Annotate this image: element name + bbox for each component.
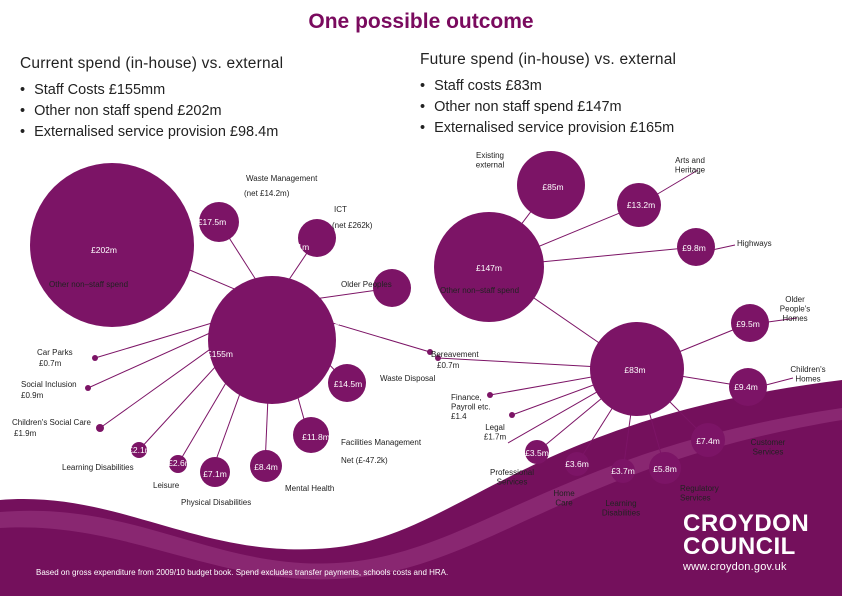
label-older-peoples: Older Peoples <box>341 280 392 289</box>
label-ict: ICT <box>334 205 347 214</box>
label-waste-management: Waste Management <box>246 174 318 183</box>
label-social-inclusion-value: £0.9m <box>21 391 44 400</box>
label-older-peoples-homes: Older People's Homes <box>779 295 811 323</box>
current-bullet-staff: • Staff Costs £155mm <box>20 80 278 101</box>
value-regulatory-services: £5.8m <box>653 464 677 474</box>
label-legal: Legal £1.7m <box>483 423 507 442</box>
value-other-non-staff-right: £147m <box>476 263 502 273</box>
label-car-parks: Car Parks <box>37 348 73 357</box>
value-professional-services: £3.5m <box>525 448 549 458</box>
label-mental-health: Mental Health <box>285 484 335 493</box>
label-professional-services: Professional Services <box>489 468 535 487</box>
value-other-non-staff: £202m <box>91 245 117 255</box>
label-bereavement: Bereavement <box>431 350 479 359</box>
label-waste-disposal: Waste Disposal <box>380 374 436 383</box>
label-leisure: Leisure <box>153 481 180 490</box>
value-highways: £9.8m <box>682 243 706 253</box>
legal-bubble <box>509 412 515 418</box>
value-staff-left: £155m <box>207 349 233 359</box>
value-physical-disabilities: £7.1m <box>203 469 227 479</box>
value-waste: £17.5m <box>197 217 227 227</box>
value-existing-external: £85m <box>542 182 564 192</box>
page-title: One possible outcome <box>308 10 534 33</box>
label-childrens-homes: Children's Homes <box>790 365 826 384</box>
footnote: Based on gross expenditure from 2009/10 budget book. Spend excludes transfer payments, schools costs and HRA. <box>36 568 449 577</box>
value-facilities: £11.8m <box>302 432 330 442</box>
childrens-social-care-bubble <box>96 424 104 432</box>
label-net-ict: (net £262k) <box>332 221 373 230</box>
label-facilities-management: Facilities Management <box>341 438 422 447</box>
value-arts: £13.2m <box>626 200 656 210</box>
value-older-peoples-homes: £9.5m <box>736 319 760 329</box>
value-leisure: £2.6m <box>168 458 192 468</box>
label-other-non-staff: Other non–staff spend <box>49 280 129 289</box>
value-mental-health: £8.4m <box>254 462 278 472</box>
future-spend-heading: Future spend (in-house) vs. external <box>420 51 677 68</box>
label-learning-disabilities-left: Learning Disabilities <box>62 463 134 472</box>
label-customer-services: Customer Services <box>750 438 786 457</box>
label-finance-payroll: Finance, Payroll etc. £1.4 <box>451 393 491 421</box>
label-arts-heritage: Arts and Heritage <box>674 156 706 175</box>
label-learning-disabilities-right: Learning Disabilities <box>601 499 641 518</box>
current-bullet-external: • Externalised service provision £98.4m <box>20 122 278 143</box>
label-highways: Highways <box>737 239 772 248</box>
label-childrens-social-care-value: £1.9m <box>14 429 37 438</box>
value-home-care: £3.6m <box>565 459 589 469</box>
label-bereavement-value: £0.7m <box>437 361 460 370</box>
label-physical-disabilities: Physical Disabilities <box>181 498 252 507</box>
brand-line-2: COUNCIL <box>683 533 796 560</box>
label-car-parks-value: £0.7m <box>39 359 62 368</box>
social-inclusion-bubble <box>85 385 91 391</box>
label-net-waste: (net £14.2m) <box>244 189 290 198</box>
current-bullet-other: • Other non staff spend £202m <box>20 101 278 122</box>
value-learning-disabilities-left: £2.1m <box>128 445 152 455</box>
value-childrens-homes: £9.4m <box>734 382 758 392</box>
value-waste-disposal: £14.5m <box>333 379 363 389</box>
label-home-care: Home Care <box>553 489 575 508</box>
brand-url: www.croydon.gov.uk <box>683 561 787 573</box>
car-parks-bubble <box>92 355 98 361</box>
future-bullet-external: • Externalised service provision £165m <box>420 118 674 139</box>
croydon-council-logo <box>683 512 809 573</box>
value-ict: £16.1m <box>280 242 310 252</box>
future-bullet-other: • Other non staff spend £147m <box>420 97 674 118</box>
value-customer-services: £7.4m <box>696 436 720 446</box>
value-older-peoples: £15.0m <box>334 317 364 327</box>
label-regulatory-services: Regulatory Services <box>680 484 719 503</box>
brand-line-1: CROYDON <box>683 510 810 537</box>
label-net-facilities: Net (£-47.2k) <box>341 456 388 465</box>
label-childrens-social-care: Children's Social Care <box>12 418 91 427</box>
label-right-other-non-staff: Other non–staff spend <box>440 286 520 295</box>
staff-bubble-left <box>208 276 336 404</box>
label-social-inclusion: Social Inclusion <box>21 380 77 389</box>
label-existing-external: Existing external <box>475 151 505 170</box>
value-staff-right: £83m <box>624 365 646 375</box>
finance-bubble <box>487 392 493 398</box>
current-spend-heading: Current spend (in-house) vs. external <box>20 55 284 72</box>
future-bullet-staff: • Staff costs £83m <box>420 76 674 97</box>
value-learning-disabilities-right: £3.7m <box>611 466 635 476</box>
